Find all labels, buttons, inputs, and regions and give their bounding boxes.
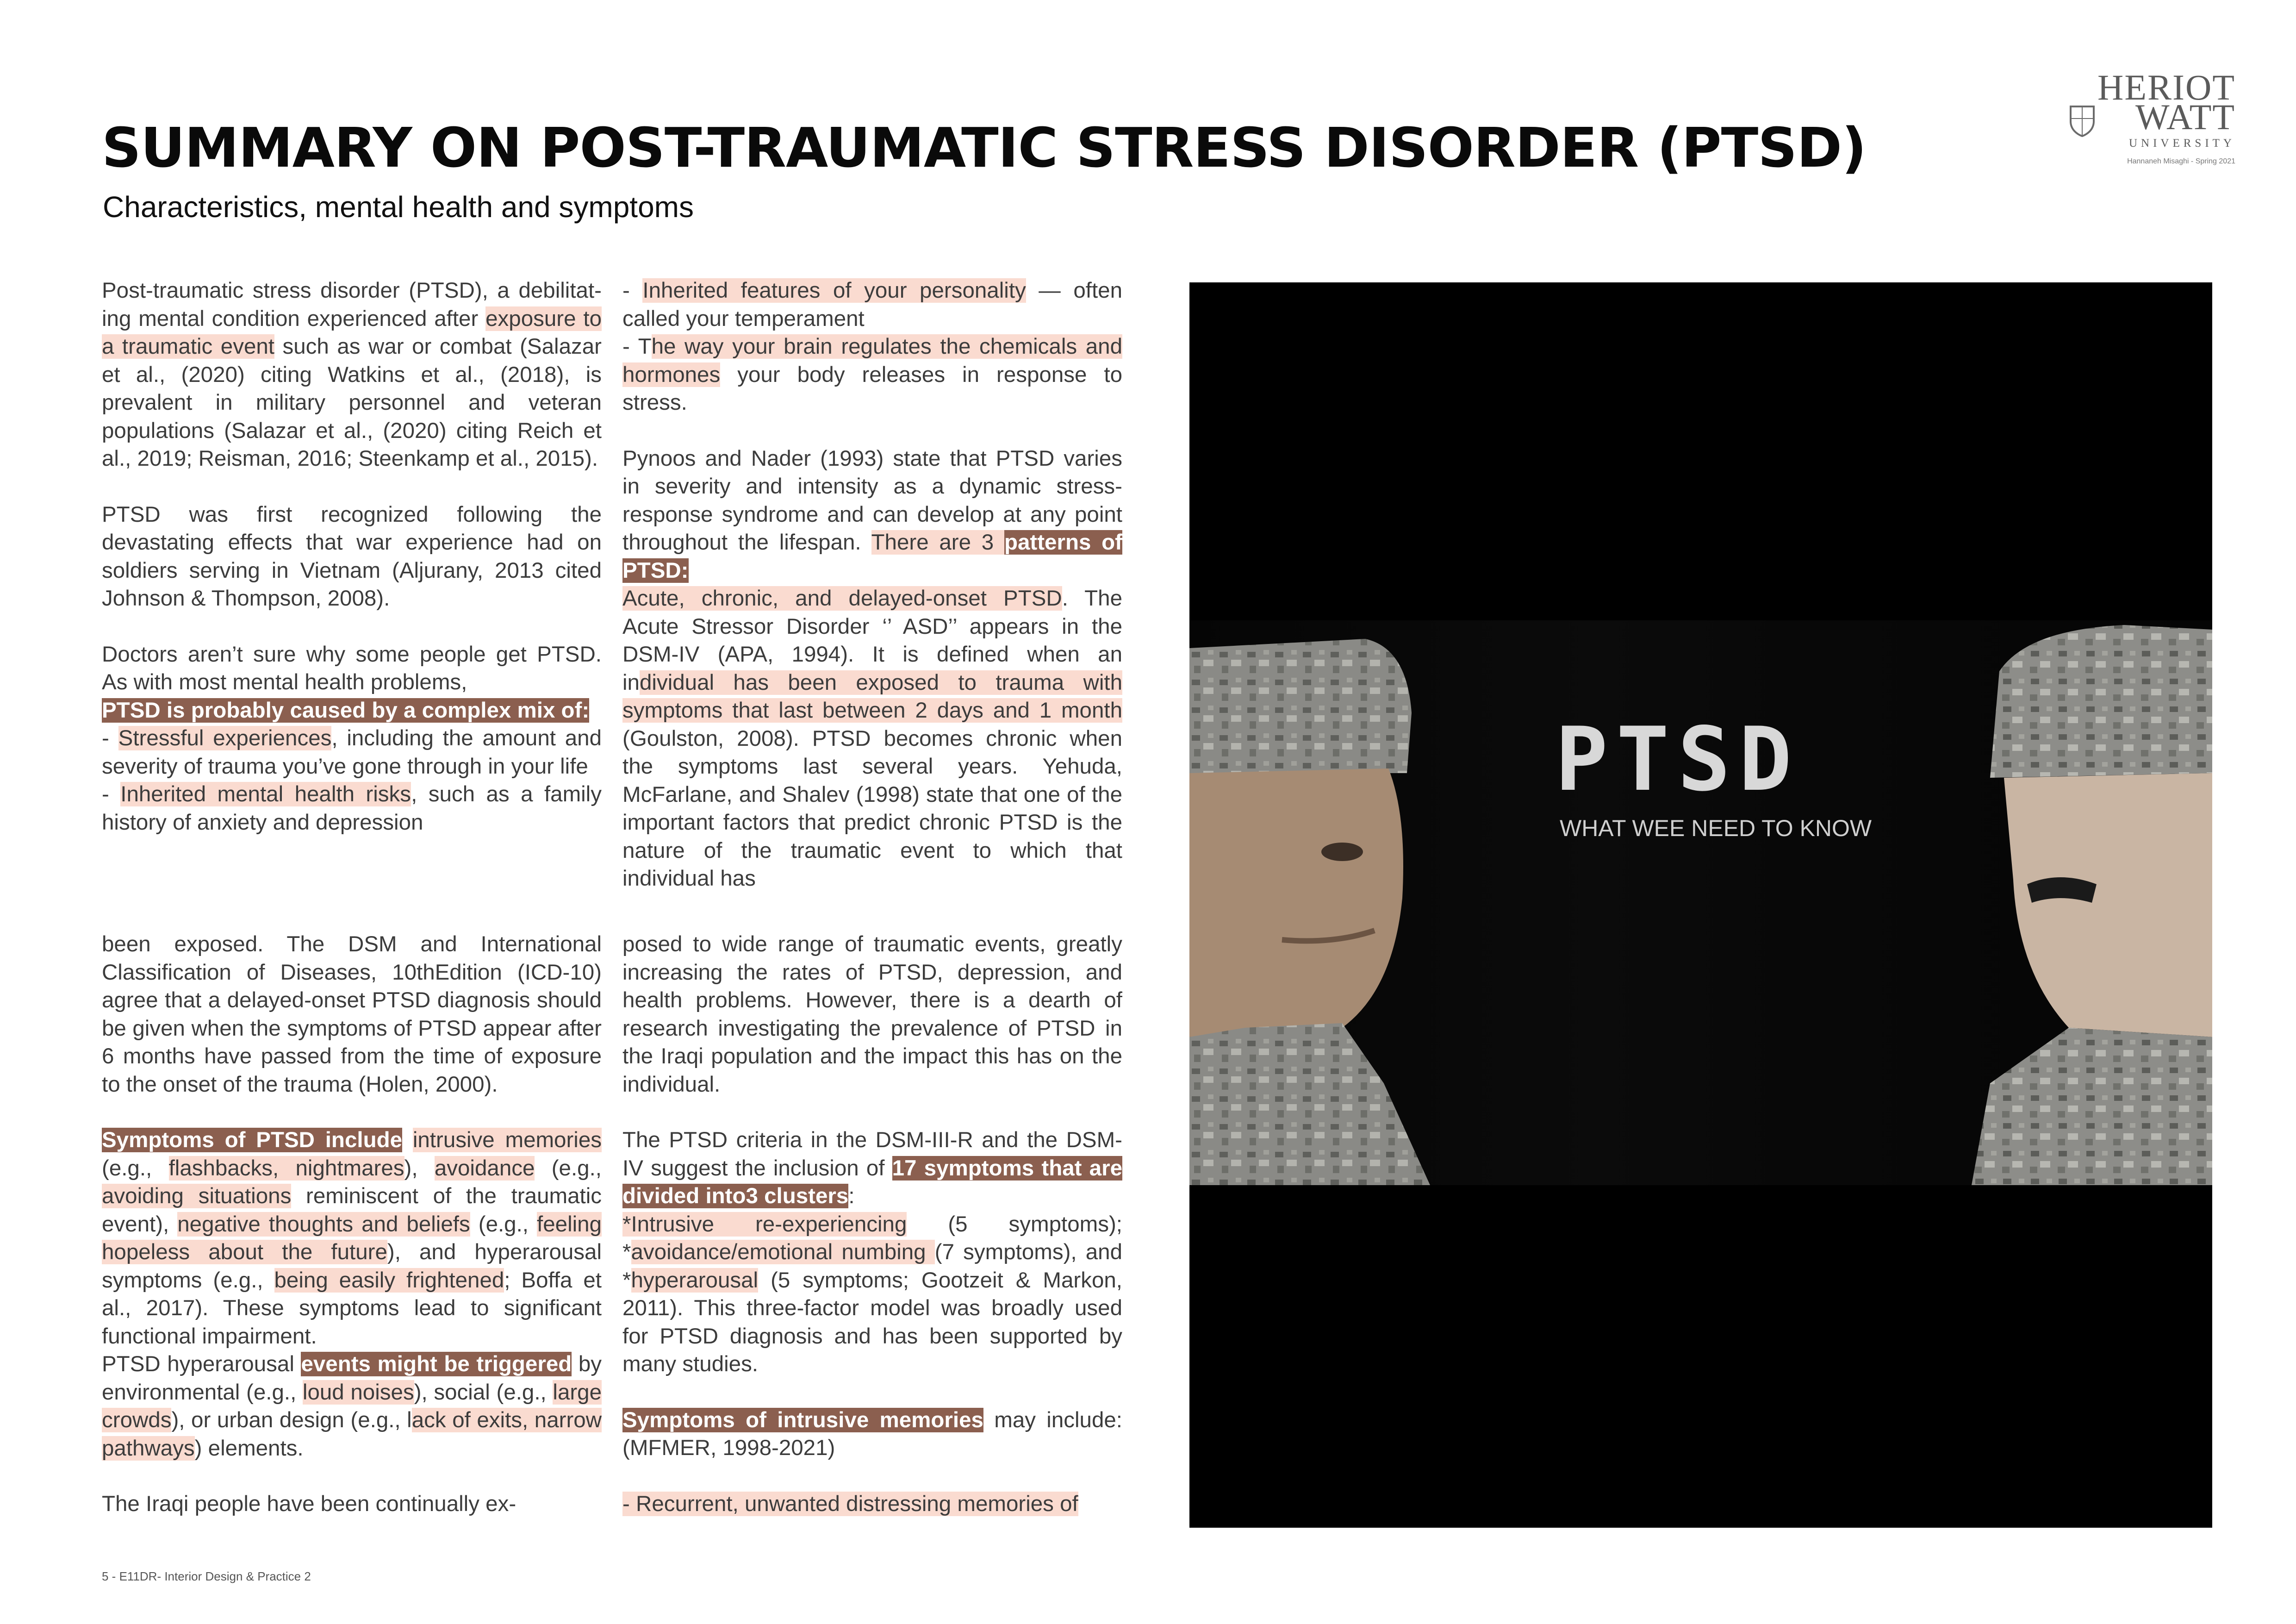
highlight: avoidance/emotional numbing bbox=[631, 1240, 935, 1264]
text-run: (e.g., bbox=[535, 1156, 602, 1181]
text-run: such as war or combat (Salazar et al., (2020) citing Watkins et al., (2018), is prevalent in military personnel and veteran populations (Salazar et al., (2020) citing Reich et al., 2019; Reisman, 2016; Steenkamp et al., 2015). bbox=[102, 334, 602, 471]
text-run: your body releases in response to stress. bbox=[622, 362, 1122, 415]
paragraph-history: PTSD was first recognized following the devastating effects that war experience had on soldiers serving in Vietnam (Aljurany, 2013 cited Johnson & Thompson, 2008). bbox=[102, 502, 602, 611]
highlight-strong: 17 symptoms that are divided into3 clusters bbox=[622, 1156, 1122, 1208]
text-run: ; Boffa et al., 2017). These symptoms lead to significant functional impairment. bbox=[102, 1268, 602, 1349]
highlight: hyperarousal bbox=[631, 1268, 759, 1293]
highlight: being easily frightened bbox=[274, 1268, 504, 1293]
text-run: — often called your temperament bbox=[622, 278, 1123, 331]
text-run: (5 symptoms); * bbox=[622, 1212, 1122, 1264]
paragraph-prevalence: posed to wide range of traumatic events, greatly increasing the rates of PTSD, depression, and health problems. However, there is a dearth of research investigating the prevalence of PTSD in the Iraqi population and the impact this has on the individual. bbox=[622, 932, 1122, 1097]
highlight-strong: patterns of PTSD: bbox=[622, 530, 1122, 583]
highlight: - Recurrent, unwanted distressing memories of bbox=[622, 1491, 1078, 1516]
highlight: exposure to a traumatic event bbox=[102, 306, 602, 359]
text-run: PTSD hyperarousal bbox=[102, 1352, 301, 1376]
text-run: Pynoos and Nader (1993) state that PTSD varies in severity and intensity as a dynamic stress-response syndrome and can develop at any point throughout the lifespan. bbox=[622, 446, 1122, 555]
list-item bbox=[622, 333, 1122, 417]
highlight: loud noises bbox=[302, 1380, 414, 1405]
paragraph-intrusive-memories bbox=[622, 1406, 1122, 1462]
highlight-strong: events might be triggered bbox=[301, 1352, 572, 1376]
text-run: (Goulston, 2008). PTSD becomes chronic when the symptoms last several years. Yehuda, McFarlane, and Shalev (1998) state that one of the important factors that predict chronic PTSD is the nature of the traumatic event to which that individual has bbox=[622, 726, 1122, 891]
highlight-strong: Symptoms of PTSD include bbox=[102, 1128, 403, 1152]
list-item bbox=[622, 1490, 1122, 1518]
list-dash: - bbox=[622, 278, 643, 303]
paragraph-symptoms bbox=[102, 1126, 602, 1462]
text-run: , including the amount and severity of trauma you’ve gone through in your life bbox=[102, 726, 602, 779]
young-soldier-portrait bbox=[1972, 620, 2212, 1185]
text-run: - T bbox=[622, 334, 652, 359]
text-column-3 bbox=[102, 931, 602, 1518]
text-run: ), or urban design (e.g., l bbox=[171, 1408, 412, 1432]
poster-title: PTSD bbox=[1555, 708, 1800, 811]
ptsd-poster-image bbox=[1189, 282, 2212, 1528]
text-column-1 bbox=[102, 277, 602, 837]
text-run: . The Acute Stressor Disorder ‘’ ASD’’ appears in the DSM-IV (APA, 1994). It is defined when an in bbox=[622, 586, 1123, 695]
logo-author-credit: Hannaneh Misaghi - Spring 2021 bbox=[2127, 157, 2235, 165]
page-title: SUMMARY ON POST-TRAUMATIC STRESS DISORDER (PTSD) bbox=[102, 116, 1867, 180]
highlight: flashbacks, nightmares bbox=[168, 1156, 404, 1181]
paragraph-causes bbox=[102, 641, 602, 837]
text-run: ), bbox=[404, 1156, 435, 1181]
poster-band bbox=[1189, 620, 2212, 1185]
text-column-4 bbox=[622, 931, 1122, 1518]
text-run: (e.g., bbox=[470, 1212, 537, 1237]
highlight: Stressful experiences bbox=[118, 726, 332, 750]
highlight: large crowds bbox=[102, 1380, 602, 1432]
paragraph-patterns bbox=[622, 445, 1122, 893]
highlight: he way your brain regulates the chemicals and hormones bbox=[622, 334, 1122, 387]
highlight: *Intrusive re-experiencing bbox=[622, 1212, 907, 1237]
text-run: ) elements. bbox=[194, 1436, 304, 1461]
paragraph-criteria bbox=[622, 1126, 1122, 1379]
paragraph-delayed-onset: been exposed. The DSM and International Classification of Diseases, 10thEdition (ICD-10) agree that a delayed-onset PTSD diagnosis should be given when the symptoms of PTSD appear after 6 months have passed from the time of exposure to the onset of the trauma (Holen, 2000). bbox=[102, 932, 602, 1097]
poster-subtitle: WHAT WEE NEED TO KNOW bbox=[1560, 815, 1872, 841]
logo-university: UNIVERSITY bbox=[2129, 137, 2235, 150]
logo-heriot: HERIOT bbox=[2097, 67, 2235, 107]
older-soldier-portrait bbox=[1189, 620, 1430, 1185]
text-run: reminiscent of the traumatic event), bbox=[102, 1184, 602, 1237]
logo-watt: WATT bbox=[2135, 97, 2235, 137]
page-footer: 5 - E11DR- Interior Design & Practice 2 bbox=[102, 1569, 311, 1583]
text-run: by environmental (e.g., bbox=[102, 1352, 602, 1405]
highlight: dividual has been exposed to trauma with symptoms that last between 2 days and 1 month bbox=[622, 670, 1122, 723]
highlight: Acute, chronic, and delayed-onset PTSD bbox=[622, 586, 1062, 611]
text-run: ), social (e.g., bbox=[414, 1380, 553, 1405]
highlight: negative thoughts and beliefs bbox=[177, 1212, 470, 1237]
highlight: Inherited features of your personality bbox=[642, 278, 1026, 303]
text-column-2 bbox=[622, 277, 1122, 893]
text-run: may include: (MFMER, 1998-2021) bbox=[622, 1407, 1122, 1460]
text-run: (e.g., bbox=[102, 1156, 169, 1181]
text-run bbox=[402, 1128, 413, 1152]
text-run: The PTSD criteria in the DSM-III-R and the DSM-IV suggest the inclusion of bbox=[622, 1128, 1122, 1181]
list-dash: - bbox=[102, 726, 118, 750]
text-run: (5 symptoms; Gootzeit & Markon, 2011). This three-factor model was broadly used for PTSD diagnosis and has been supported by many studies. bbox=[622, 1268, 1122, 1376]
paragraph-intro bbox=[102, 277, 602, 473]
highlight: avoiding situations bbox=[102, 1184, 292, 1208]
list-item bbox=[622, 277, 1122, 333]
text-run: Doctors aren’t sure why some people get PTSD. As with most mental health problems, bbox=[102, 642, 602, 694]
highlight-strong: Symptoms of intrusive memories bbox=[622, 1407, 983, 1432]
text-run: (7 symptoms), and * bbox=[622, 1240, 1122, 1293]
highlight-strong: PTSD is probably caused by a complex mix of: bbox=[102, 698, 590, 723]
text-run: Post-traumatic stress disorder (PTSD), a debilitat-ing mental condition experienced after bbox=[102, 278, 602, 331]
list-dash: - bbox=[102, 782, 121, 806]
highlight: feeling hopeless about the future bbox=[102, 1212, 602, 1264]
highlight: Inherited mental health risks bbox=[120, 782, 411, 806]
text-run: : bbox=[848, 1184, 855, 1208]
highlight: intrusive memories bbox=[412, 1128, 602, 1152]
page-subtitle: Characteristics, mental health and symptoms bbox=[103, 190, 694, 224]
highlight: ack of exits, narrow pathways bbox=[102, 1408, 602, 1461]
text-run: , such as a family history of anxiety and depression bbox=[102, 782, 602, 835]
highlight: There are 3 bbox=[871, 530, 1004, 555]
crest-icon bbox=[2069, 105, 2096, 137]
paragraph-iraqi: The Iraqi people have been continually ex- bbox=[102, 1492, 516, 1516]
university-logo bbox=[2069, 69, 2235, 176]
text-run: ), and hyperarousal symptoms (e.g., bbox=[102, 1240, 602, 1293]
highlight: avoidance bbox=[434, 1156, 535, 1181]
